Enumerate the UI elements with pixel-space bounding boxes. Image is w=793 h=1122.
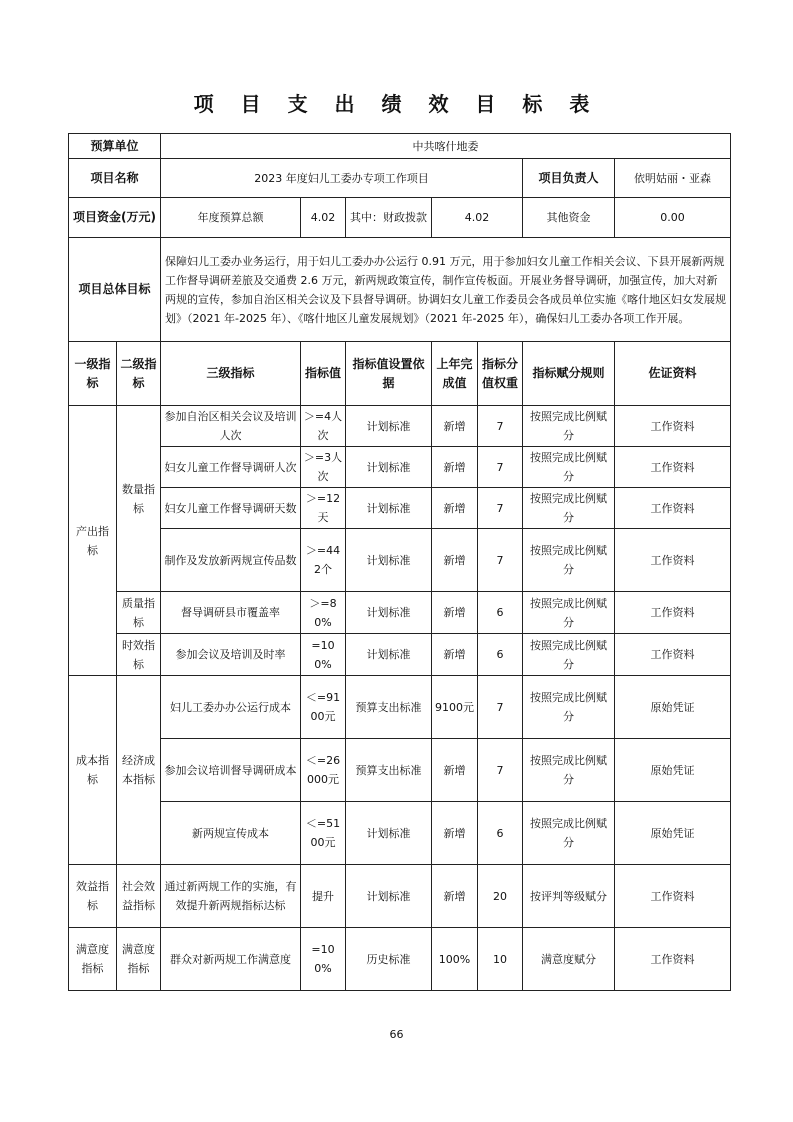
row-value: ＞=442个 (301, 529, 346, 592)
performance-table (68, 133, 731, 991)
row-evidence: 工作资料 (615, 406, 731, 447)
row-basis: 计划标准 (346, 592, 432, 634)
row-last: 9100元 (432, 676, 478, 739)
row-evidence: 原始凭证 (615, 802, 731, 865)
row-basis: 计划标准 (346, 634, 432, 676)
row-basis: 预算支出标准 (346, 739, 432, 802)
row-rule: 按照完成比例赋分 (523, 592, 615, 634)
header-evidence: 佐证资料 (615, 342, 731, 406)
row-rule: 按照完成比例赋分 (523, 676, 615, 739)
row-value: ＞=80% (301, 592, 346, 634)
row-rule: 按照完成比例赋分 (523, 739, 615, 802)
header-rule: 指标赋分规则 (523, 342, 615, 406)
row-weight: 7 (478, 406, 523, 447)
row-basis: 计划标准 (346, 406, 432, 447)
header-l2: 二级指标 (117, 342, 161, 406)
fiscal-label: 其中：财政拨款 (346, 198, 432, 238)
row-name: 参加会议培训督导调研成本 (161, 739, 301, 802)
header-weight: 指标分值权重 (478, 342, 523, 406)
row-value: ＜=26000元 (301, 739, 346, 802)
group-quantity: 数量指标 (117, 406, 161, 592)
table-row (69, 739, 731, 802)
row-name: 新两规宣传成本 (161, 802, 301, 865)
row-evidence: 工作资料 (615, 928, 731, 991)
funds-label: 项目资金(万元) (69, 198, 161, 238)
leader-label: 项目负责人 (523, 159, 615, 198)
row-name: 群众对新两规工作满意度 (161, 928, 301, 991)
unit-label: 预算单位 (69, 134, 161, 159)
row-name: 参加自治区相关会议及培训人次 (161, 406, 301, 447)
row-weight: 7 (478, 447, 523, 488)
group-benefit: 效益指标 (69, 865, 117, 928)
row-evidence: 原始凭证 (615, 739, 731, 802)
group-cost: 成本指标 (69, 676, 117, 865)
row-weight: 7 (478, 676, 523, 739)
row-rule: 按照完成比例赋分 (523, 802, 615, 865)
header-value: 指标值 (301, 342, 346, 406)
goal-text: 保障妇儿工委办业务运行，用于妇儿工委办办公运行 0.91 万元，用于参加妇女儿童工作相关会议、下县开展新两规工作督导调研差旅及交通费 2.6 万元，新两规政策宣传，制作宣传板面。开展业务督导调研，加强宣传，加大对新两规的宣传，参加自治区相关会议及下县督导调研。协调妇女儿童工作委员会各成员单位实施《喀什地区妇女发展规划》（2021 年-2025 年）、《喀什地区儿童发展规划》（2021 年-2025 年），确保妇儿工委办各项工作开展。 (161, 238, 731, 342)
unit-value: 中共喀什地委 (161, 134, 731, 159)
group-econ-cost: 经济成本指标 (117, 676, 161, 865)
row-evidence: 工作资料 (615, 529, 731, 592)
annual-label: 年度预算总额 (161, 198, 301, 238)
goal-label: 项目总体目标 (69, 238, 161, 342)
row-name: 妇儿工委办办公运行成本 (161, 676, 301, 739)
row-rule: 按照完成比例赋分 (523, 488, 615, 529)
header-l1: 一级指标 (69, 342, 117, 406)
row-basis: 计划标准 (346, 802, 432, 865)
row-value: 提升 (301, 865, 346, 928)
row-value: ＜=5100元 (301, 802, 346, 865)
page-title: 项 目 支 出 绩 效 目 标 表 (193, 92, 600, 116)
row-last: 新增 (432, 739, 478, 802)
row-basis: 计划标准 (346, 865, 432, 928)
row-last: 新增 (432, 447, 478, 488)
row-name: 通过新两规工作的实施，有效提升新两规指标达标 (161, 865, 301, 928)
row-value: ＞=3人次 (301, 447, 346, 488)
header-basis: 指标值设置依据 (346, 342, 432, 406)
row-rule: 按照完成比例赋分 (523, 406, 615, 447)
group-satisfaction: 满意度指标 (69, 928, 117, 991)
other-value: 0.00 (615, 198, 731, 238)
row-value: =100% (301, 634, 346, 676)
fiscal-value: 4.02 (432, 198, 523, 238)
row-basis: 计划标准 (346, 529, 432, 592)
leader-value: 依明姑丽・亚森 (615, 159, 731, 198)
row-evidence: 工作资料 (615, 592, 731, 634)
table-row (69, 928, 731, 991)
row-weight: 6 (478, 634, 523, 676)
row-name: 妇女儿童工作督导调研天数 (161, 488, 301, 529)
row-last: 新增 (432, 406, 478, 447)
row-weight: 10 (478, 928, 523, 991)
row-last: 新增 (432, 529, 478, 592)
row-weight: 6 (478, 592, 523, 634)
row-name: 参加会议及培训及时率 (161, 634, 301, 676)
row-evidence: 工作资料 (615, 634, 731, 676)
table-row (69, 529, 731, 592)
row-value: ＞=12天 (301, 488, 346, 529)
row-last: 新增 (432, 634, 478, 676)
row-basis: 历史标准 (346, 928, 432, 991)
row-evidence: 工作资料 (615, 447, 731, 488)
row-rule: 按照完成比例赋分 (523, 529, 615, 592)
other-label: 其他资金 (523, 198, 615, 238)
row-last: 新增 (432, 865, 478, 928)
group-timely: 时效指标 (117, 634, 161, 676)
row-evidence: 工作资料 (615, 865, 731, 928)
group-satisfaction-2: 满意度指标 (117, 928, 161, 991)
header-l3: 三级指标 (161, 342, 301, 406)
row-weight: 7 (478, 529, 523, 592)
row-rule: 按照完成比例赋分 (523, 447, 615, 488)
project-label: 项目名称 (69, 159, 161, 198)
row-rule: 按照完成比例赋分 (523, 634, 615, 676)
row-basis: 计划标准 (346, 488, 432, 529)
row-value: ＜=9100元 (301, 676, 346, 739)
row-weight: 7 (478, 739, 523, 802)
row-evidence: 工作资料 (615, 488, 731, 529)
group-social-benefit: 社会效益指标 (117, 865, 161, 928)
row-last: 新增 (432, 592, 478, 634)
row-weight: 6 (478, 802, 523, 865)
table-row (69, 447, 731, 488)
project-value: 2023 年度妇儿工委办专项工作项目 (161, 159, 523, 198)
page-number: 66 (389, 1028, 404, 1041)
row-last: 新增 (432, 488, 478, 529)
row-rule: 按评判等级赋分 (523, 865, 615, 928)
row-basis: 预算支出标准 (346, 676, 432, 739)
row-rule: 满意度赋分 (523, 928, 615, 991)
row-value: ＞=4人次 (301, 406, 346, 447)
table-row (69, 676, 731, 739)
row-weight: 20 (478, 865, 523, 928)
group-quality: 质量指标 (117, 592, 161, 634)
row-weight: 7 (478, 488, 523, 529)
table-row (69, 802, 731, 865)
table-row (69, 406, 731, 447)
group-output: 产出指标 (69, 406, 117, 676)
row-name: 督导调研县市覆盖率 (161, 592, 301, 634)
header-last: 上年完成值 (432, 342, 478, 406)
annual-value: 4.02 (301, 198, 346, 238)
table-row (69, 634, 731, 676)
row-last: 新增 (432, 802, 478, 865)
row-value: =100% (301, 928, 346, 991)
row-basis: 计划标准 (346, 447, 432, 488)
table-row (69, 865, 731, 928)
row-name: 制作及发放新两规宣传品数 (161, 529, 301, 592)
row-evidence: 原始凭证 (615, 676, 731, 739)
table-row (69, 488, 731, 529)
row-last: 100% (432, 928, 478, 991)
table-row (69, 592, 731, 634)
row-name: 妇女儿童工作督导调研人次 (161, 447, 301, 488)
